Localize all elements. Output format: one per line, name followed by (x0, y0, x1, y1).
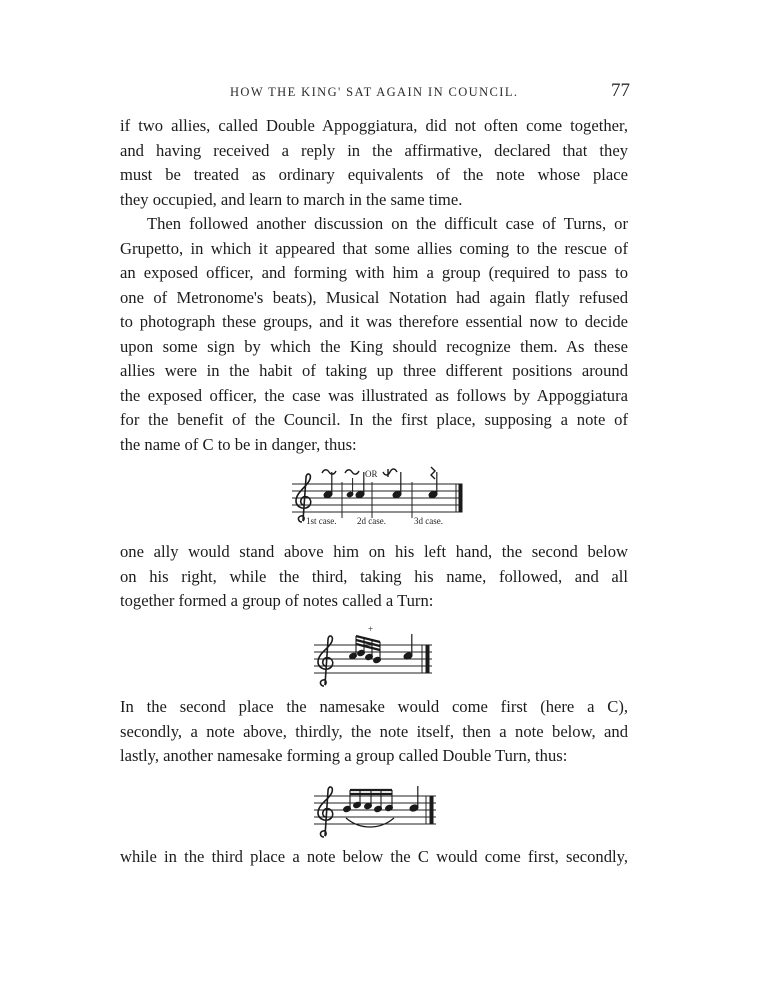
turn-ornament-icon (322, 470, 336, 474)
turn-ornament-icon (345, 470, 359, 474)
paragraph-3 (120, 540, 628, 614)
case-label-1: 1st case. (306, 516, 337, 526)
music-example-turn (310, 620, 436, 694)
music-example-turn-cases (284, 466, 474, 530)
running-title: HOW THE KING' SAT AGAIN IN COUNCIL. (230, 85, 519, 99)
music-example-double-turn (310, 776, 440, 842)
text-line: one of Metronome's beats), Musical Notation had again flatly refused (120, 287, 628, 307)
text-line: secondly, a note above, thirdly, the note itself, then a note below, and (120, 721, 628, 741)
text-line: they occupied, and learn to march in the same time. (120, 189, 463, 209)
text-line: the name of C to be in danger, thus: (120, 434, 357, 454)
text-line: must be treated as ordinary equivalents of the note whose place (120, 165, 628, 184)
text-line: while in the third place a note below the C would come first, secondly, (120, 847, 628, 866)
treble-clef-icon (318, 787, 333, 837)
case-label-3: 3d case. (414, 516, 443, 526)
text-line: lastly, another namesake forming a group called Double Turn, thus: (120, 746, 568, 765)
text-line: an exposed officer, and forming with him a group (required to pass to (120, 263, 628, 282)
text-line: upon some sign by which the King should recognize them. As these (120, 336, 628, 356)
paragraph-4 (120, 695, 628, 769)
text-line: In the second place the namesake would come first (here a C), (120, 697, 628, 716)
paragraph-5 (120, 845, 628, 870)
or-label: OR (365, 469, 378, 479)
paragraph-2 (120, 212, 628, 457)
inverted-turn-ornament-icon (383, 469, 397, 477)
text-line: together formed a group of notes called a Turn: (120, 591, 434, 610)
text-line: on his right, while the third, taking his name, followed, and all (120, 566, 628, 586)
sharp-mark: + (368, 624, 374, 634)
page-number: 77 (611, 80, 630, 101)
text-line: and having received a reply in the affirmative, declared that they (120, 140, 628, 160)
text-line: Then followed another discussion on the difficult case of Turns, or (147, 214, 628, 233)
treble-clef-icon (318, 636, 333, 686)
text-line: if two allies, called Double Appoggiatura, did not often come together, (120, 116, 628, 135)
rest-icon (431, 467, 435, 479)
text-line: the exposed officer, the case was illustrated as follows by Appoggiatura (120, 385, 628, 405)
paragraph-1 (120, 114, 628, 212)
text-line: to photograph these groups, and it was therefore essential now to decide (120, 312, 628, 331)
page-header (120, 80, 630, 106)
text-line: Grupetto, in which it appeared that some allies coming to the rescue of (120, 238, 628, 258)
text-line: allies were in the habit of taking up three different positions around (120, 361, 628, 380)
slur (346, 818, 394, 827)
case-label-2: 2d case. (357, 516, 386, 526)
text-line: one ally would stand above him on his left hand, the second below (120, 542, 628, 561)
text-line: for the benefit of the Council. In the first place, supposing a note of (120, 410, 628, 429)
